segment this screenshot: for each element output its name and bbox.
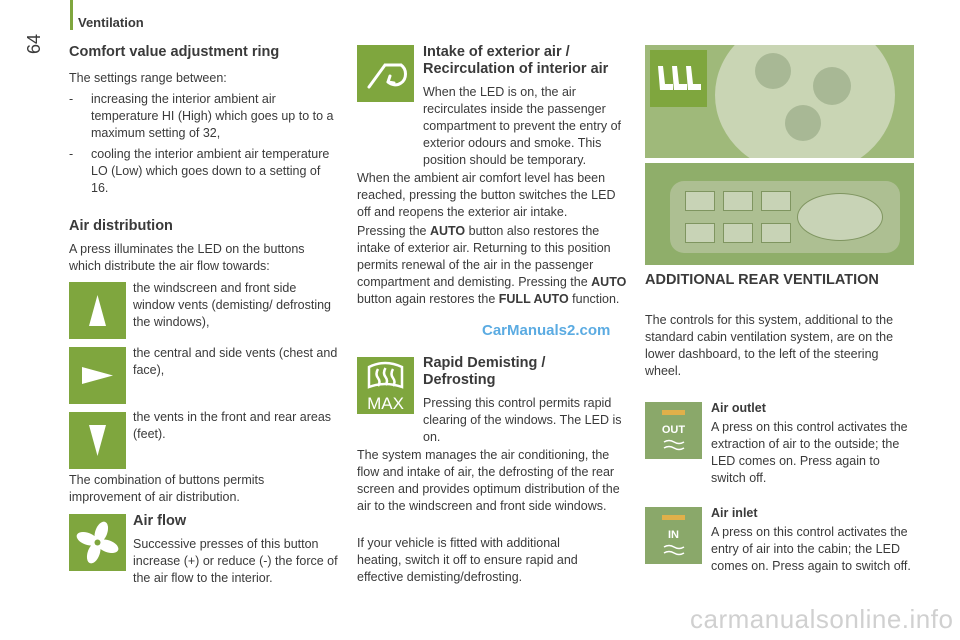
rapid-p2: The system manages the air conditioning, the flow and intake of air, the defrosting of the rear screen and provides optimum distribution of the air to the windscreen and front side windows. [357, 448, 620, 513]
air-flow-text: Successive presses of this button increase (+) or reduce (-) the force of the air flow to the interior. [133, 537, 338, 585]
rapid-p3: If your vehicle is fitted with additional heating, switch it off to ensure rapid and effective demisting/defrosting. [357, 536, 578, 584]
comfort-section [69, 44, 339, 197]
intake-p2: When the ambient air comfort level has been reached, pressing the button switches the LED off and reopens the exterior air intake. [357, 171, 616, 219]
distribution-item-2: the central and side vents (chest and face), [133, 346, 338, 377]
intake-p3: Pressing the AUTO button also restores the intake of exterior air. Returning to this position permits renewal of the air in the passenger compartment and demisting. Pressing the AUTO button again restores the FULL AUTO function. [357, 224, 627, 306]
distribution-item-1: the windscreen and front side window vents (demisting/ defrosting the windows), [133, 281, 332, 329]
seat-icon [650, 50, 707, 107]
rapid-p1: Pressing this control permits rapid clearing of the windows. The LED is on. [423, 396, 622, 444]
dashboard-controls-photo [645, 163, 914, 265]
windscreen-vent-icon [69, 282, 126, 339]
comfort-intro: The settings range between: [69, 71, 227, 85]
air-flow-title: Air flow [133, 513, 187, 529]
watermark-logo: CarManuals2.com [482, 322, 611, 339]
comfort-item-1: - increasing the interior ambient air temperature HI (High) which goes up to to a maximum setting of 32, [69, 92, 334, 140]
page-number: 64 [24, 33, 44, 54]
rear-vent-photo [645, 45, 914, 158]
section-title: Ventilation [78, 15, 144, 30]
air-outlet-icon: OUT [645, 402, 702, 459]
air-distribution-outro: The combination of buttons permits improvement of air distribution. [69, 473, 265, 504]
air-distribution-intro: A press illuminates the LED on the buttons which distribute the air flow towards: [69, 242, 305, 273]
feet-vent-icon [69, 412, 126, 469]
air-inlet-text: A press on this control activates the entry of air into the cabin; the LED comes on. Press again to switch off. [711, 525, 911, 573]
air-distribution-title: Air distribution [69, 218, 173, 234]
comfort-title: Comfort value adjustment ring [69, 44, 280, 60]
air-outlet-text: A press on this control activates the extraction of air to the outside; the LED comes on. Press again to switch off. [711, 420, 908, 485]
air-inlet-icon: IN [645, 507, 702, 564]
air-outlet-title: Air outlet [711, 401, 766, 415]
intake-title: Intake of exterior air / Recirculation of interior air [423, 44, 609, 77]
fan-icon [69, 514, 126, 571]
distribution-item-3: the vents in the front and rear areas (feet). [133, 410, 332, 441]
rear-ventilation-intro: The controls for this system, additional to the standard cabin ventilation system, are on the lower dashboard, to the left of the steering wheel. [645, 313, 894, 378]
rear-ventilation-title: ADDITIONAL REAR VENTILATION [645, 272, 879, 288]
rapid-title: Rapid Demisting / Defrosting [423, 355, 546, 388]
header-bar [70, 0, 73, 30]
chest-vent-icon [69, 347, 126, 404]
comfort-item-2: - cooling the interior ambient air temperature LO (Low) which goes down to a setting of 16. [69, 147, 330, 195]
air-inlet-title: Air inlet [711, 506, 758, 520]
svg-text:MAX: MAX [367, 394, 404, 413]
intake-p1: When the LED is on, the air recirculates inside the passenger compartment to prevent the entry of exterior odours and smoke. This position should be temporary. [423, 85, 622, 167]
footer-watermark: carmanualsonline.info [690, 604, 954, 634]
